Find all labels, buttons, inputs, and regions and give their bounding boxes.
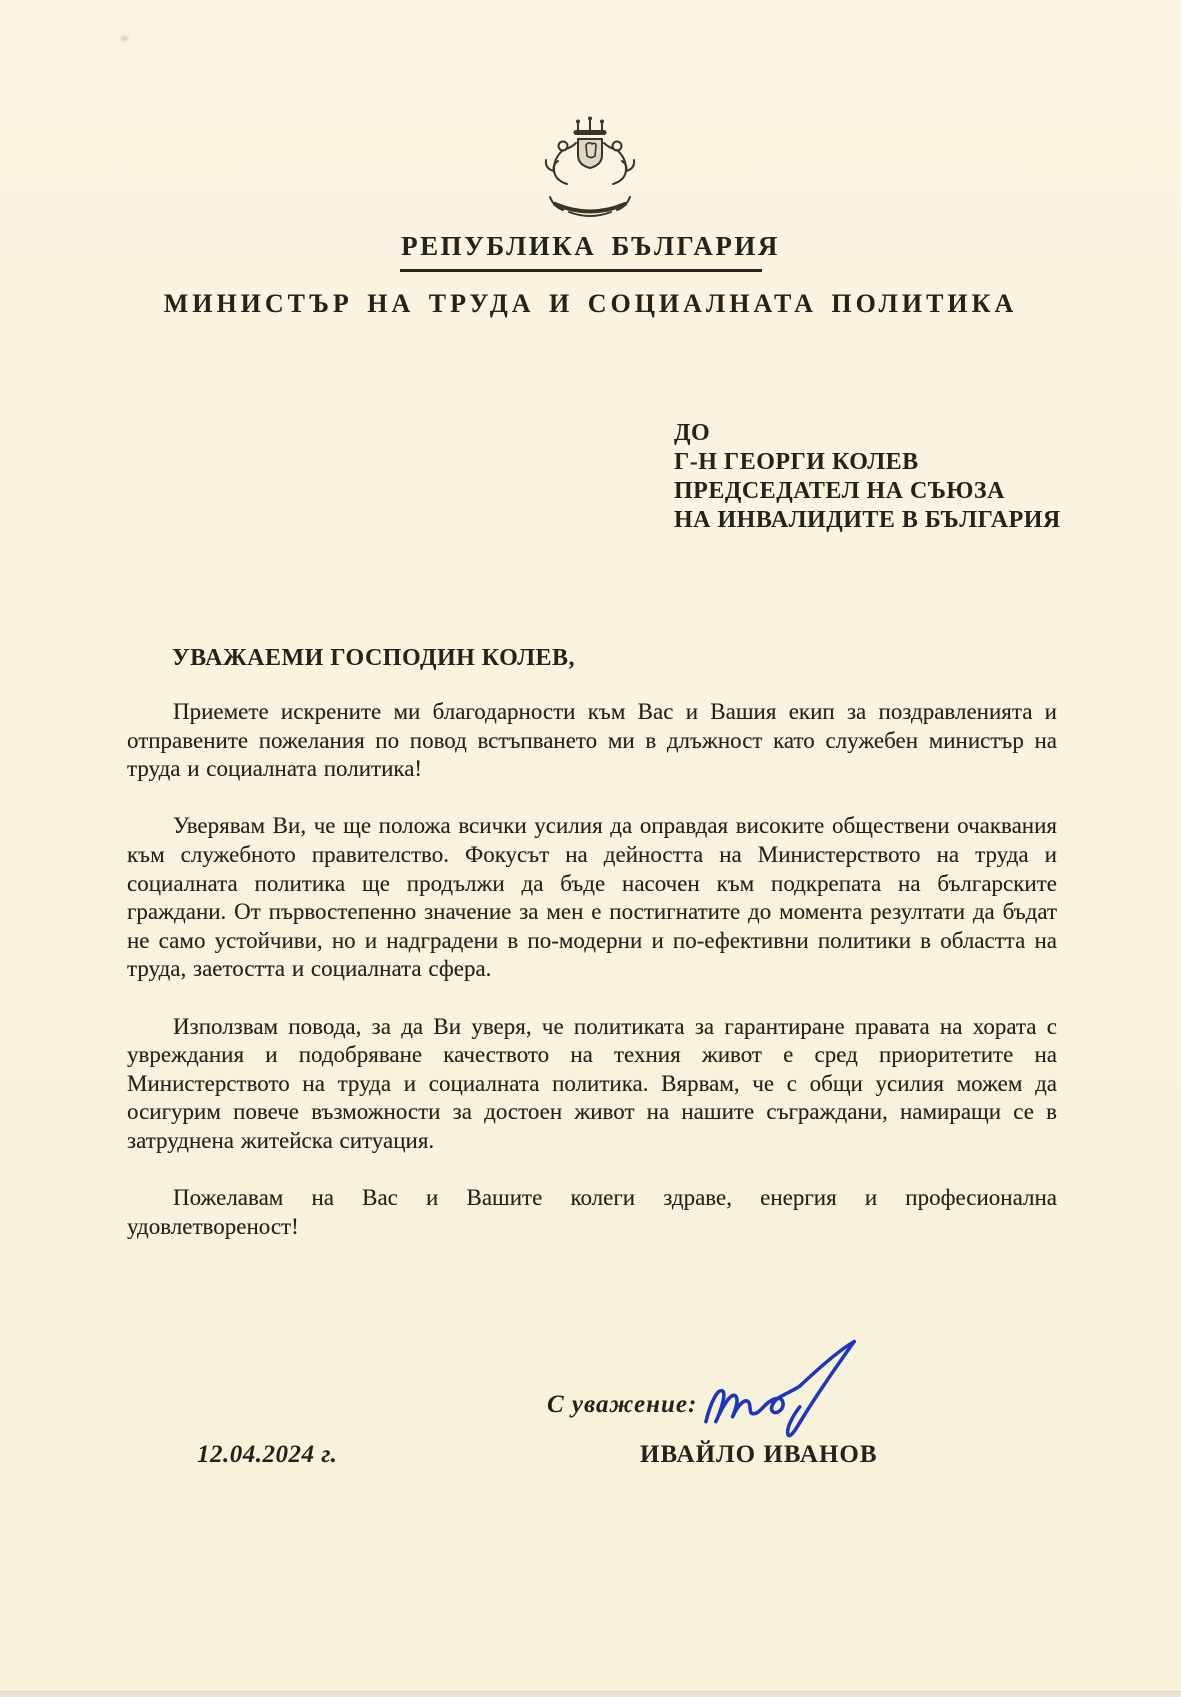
ministry-title: МИНИСТЪР НА ТРУДА И СОЦИАЛНАТА ПОЛИТИКА	[163, 289, 1018, 318]
scan-edge	[0, 1691, 1181, 1697]
recipient-block	[674, 419, 1061, 535]
letterhead-rule	[400, 269, 762, 272]
body-paragraph: Уверявам Ви, че ще положа всички усилия да оправдая високите обществени очаквания към служебното правителство. Фокусът на дейността на Министерството на труда и социалната политика ще продължи да бъде насочен към подкрепата на българските граждани. От първостепенно значение за мен е постигнатите до момента резултати да бъдат не само устойчиви, но и надградени в по-модерни и по-ефективни политики в областта на труда, заетостта и социалната сфера.	[127, 813, 1057, 982]
recipient-line: ДО	[674, 420, 711, 446]
letter-date: 12.04.2024 г.	[197, 1441, 338, 1468]
body-paragraph: Приемете искрените ми благодарности към Вас и Вашия екип за поздравленията и отправените пожелания по повод встъпването ми в длъжност като служебен министър на труда и социалната политика!	[127, 699, 1057, 782]
salutation: УВАЖАЕМИ ГОСПОДИН КОЛЕВ,	[172, 645, 575, 671]
valediction: С уважение:	[547, 1391, 698, 1418]
body-paragraph: Пожелавам на Вас и Вашите колеги здраве, енергия и професионална удовлетвореност!	[127, 1185, 1057, 1239]
signer-name: ИВАЙЛО ИВАНОВ	[640, 1441, 878, 1468]
recipient-line: Г-Н ГЕОРГИ КОЛЕВ	[674, 449, 919, 475]
letter-body	[127, 698, 1057, 1270]
scan-artifact	[121, 36, 128, 41]
recipient-line: ПРЕДСЕДАТЕЛ НА СЪЮЗА	[674, 478, 1005, 504]
republic-title: РЕПУБЛИКА БЪЛГАРИЯ	[401, 231, 780, 261]
body-paragraph: Използвам повода, за да Ви уверя, че политиката за гарантиране правата на хората с увреждания и подобряване качеството на техния живот е сред приоритетите на Министерството на труда и социалната политика. Вярвам, че с общи усилия можем да осигурим повече възможности за достоен живот на нашите съграждани, намиращи се в затруднена житейска ситуация.	[127, 1013, 1057, 1153]
recipient-line: НА ИНВАЛИДИТЕ В БЪЛГАРИЯ	[674, 507, 1061, 533]
handwritten-signature-icon	[698, 1336, 866, 1451]
bulgarian-coat-of-arms-icon	[525, 116, 655, 226]
